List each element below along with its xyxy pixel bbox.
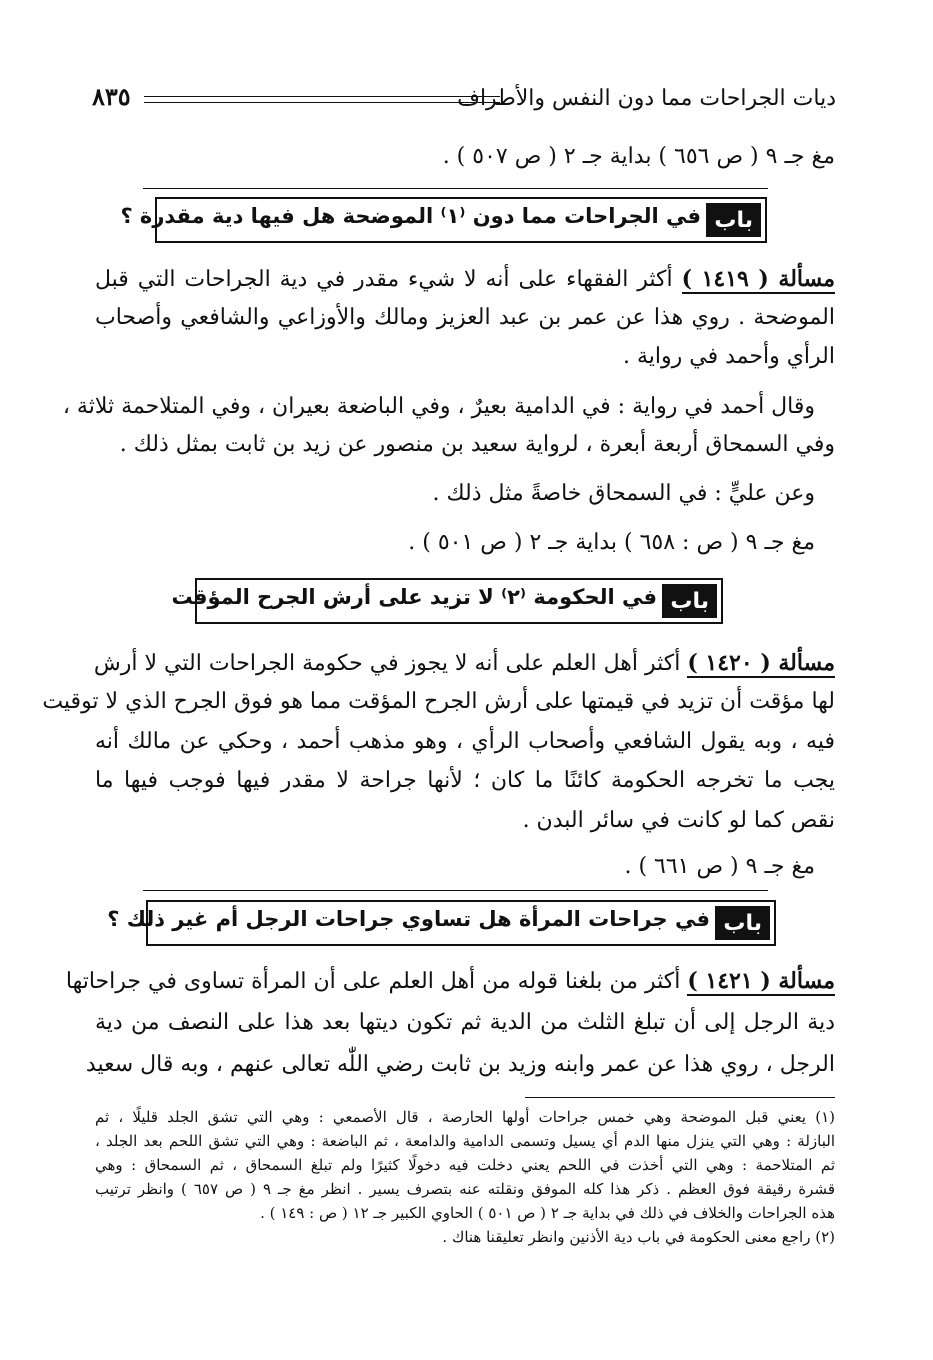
paragraph-line: دية الرجل إلى أن تبلغ الثلث من الدية ثم تكون ديتها بعد هذا على النصف من دية [95,1010,835,1035]
section-tag: باب [662,584,717,618]
section-title: في الحكومة ⁽٢⁾ لا تزيد على أرش الجرح المؤقت [171,585,657,609]
paragraph-line: يجب ما تخرجه الحكومة كائنًا ما كان ؛ لأنها جراحة لا مقدر فيها فوجب فيها ما [95,768,835,793]
section-title: في جراحات المرأة هل تساوي جراحات الرجل أم غير ذلك ؟ [107,907,710,931]
masala-label: مسألة ( ١٤٢٠ ) [687,650,835,676]
footnote-line: هذه الجراحات والخلاف في ذلك في بداية جـ ٢ ( ص ٥٠١ ) الحاوي الكبير جـ ١٢ ( ص : ١٤٩ ) . [260,1204,835,1222]
running-title: ديات الجراحات مما دون النفس والأطراف [457,86,836,111]
footnote-line: ثم المتلاحمة : وهي التي أخذت في اللحم يعني دخلت فيه دخولًا كثيرًا ولم تبلغ السمحاق ، ثم السمحاق : وهي [95,1156,835,1174]
section-tag: باب [715,906,770,940]
paragraph-line: وفي السمحاق أربعة أبعرة ، لرواية سعيد بن منصور عن زيد بن ثابت بمثل ذلك . [119,432,835,457]
paragraph-line: الرأي وأحمد في رواية . [623,344,835,369]
reference-line: مغ جـ ٩ ( ص : ٦٥٨ ) بداية جـ ٢ ( ص ٥٠١ ) . [408,530,815,555]
section-tag: باب [706,203,761,237]
paragraph-line: وقال أحمد في رواية : في الدامية بعيرٌ ، وفي الباضعة بعيران ، وفي المتلاحمة ثلاثة ، [62,394,815,419]
footnote-line: (١) يعني قبل الموضحة وهي خمس جراحات أولها الحارصة ، قال الأصمعي : وهي التي تشق الجلد قليلًا ، ثم [95,1108,835,1126]
running-header [92,82,836,118]
masala-label: مسألة ( ١٤٢١ ) [687,968,835,994]
paragraph-line: وعن عليٍّ : في السمحاق خاصةً مثل ذلك . [432,481,815,506]
page-number: ٨٣٥ [92,82,131,111]
section-divider [143,890,768,891]
paragraph-line: مسألة ( ١٤١٩ ) أكثر الفقهاء على أنه لا شيء مقدر في دية الجراحات التي قبل [95,266,836,292]
footnote-line: البازلة : وهي التي ينزل منها الدم أي يسيل وتسمى الدامية والدامعة ، ثم الباضعة : وهي التي تشق اللحم بعد الجلد ، [95,1132,835,1150]
paragraph-line: لها مؤقت أن تزيد في قيمتها على أرش الجرح المؤقت مما هو فوق الجرح الذي لا توقيت [42,689,835,714]
reference-line: مغ جـ ٩ ( ص ٦٦١ ) . [624,854,815,879]
section-heading [107,900,776,946]
section-divider [143,188,768,189]
masala-label: مسألة ( ١٤١٩ ) [681,266,836,292]
paragraph-line: نقص كما لو كانت في سائر البدن . [522,808,835,833]
header-rule [144,96,500,103]
footnote-line: (٢) راجع معنى الحكومة في باب دية الأذنين وانظر تعليقنا هناك . [442,1228,835,1246]
section-heading [120,197,767,243]
paragraph-line: الرجل ، روي هذا عن عمر وابنه وزيد بن ثابت رضي اللّٰه تعالى عنهم ، وبه قال سعيد [85,1052,835,1077]
paragraph-line: الموضحة . روي هذا عن عمر بن عبد العزيز ومالك والأوزاعي والشافعي وأصحاب [95,305,835,330]
footnote-line: قشرة رقيقة فوق العظم . ذكر هذا كله الموفق ونقلته عنه بتصرف يسير . انظر مغ جـ ٩ ( ص ٦٥٧ ) وانظر ترتيب [95,1180,835,1198]
section-title: في الجراحات مما دون ⁽١⁾ الموضحة هل فيها دية مقدرة ؟ [120,204,701,228]
footnote-rule [525,1097,835,1098]
paragraph-line: فيه ، وبه يقول الشافعي وأصحاب الرأي ، وهو مذهب أحمد ، وحكي عن مالك أنه [95,729,835,754]
section-heading [171,578,723,624]
paragraph-line: مسألة ( ١٤٢١ ) أكثر من بلغنا قوله من أهل العلم على أن المرأة تساوى في جراحاتها [65,968,835,994]
reference-line: مغ جـ ٩ ( ص ٦٥٦ ) بداية جـ ٢ ( ص ٥٠٧ ) . [442,144,835,169]
paragraph-line: مسألة ( ١٤٢٠ ) أكثر أهل العلم على أنه لا يجوز في حكومة الجراحات التي لا أرش [93,650,835,676]
